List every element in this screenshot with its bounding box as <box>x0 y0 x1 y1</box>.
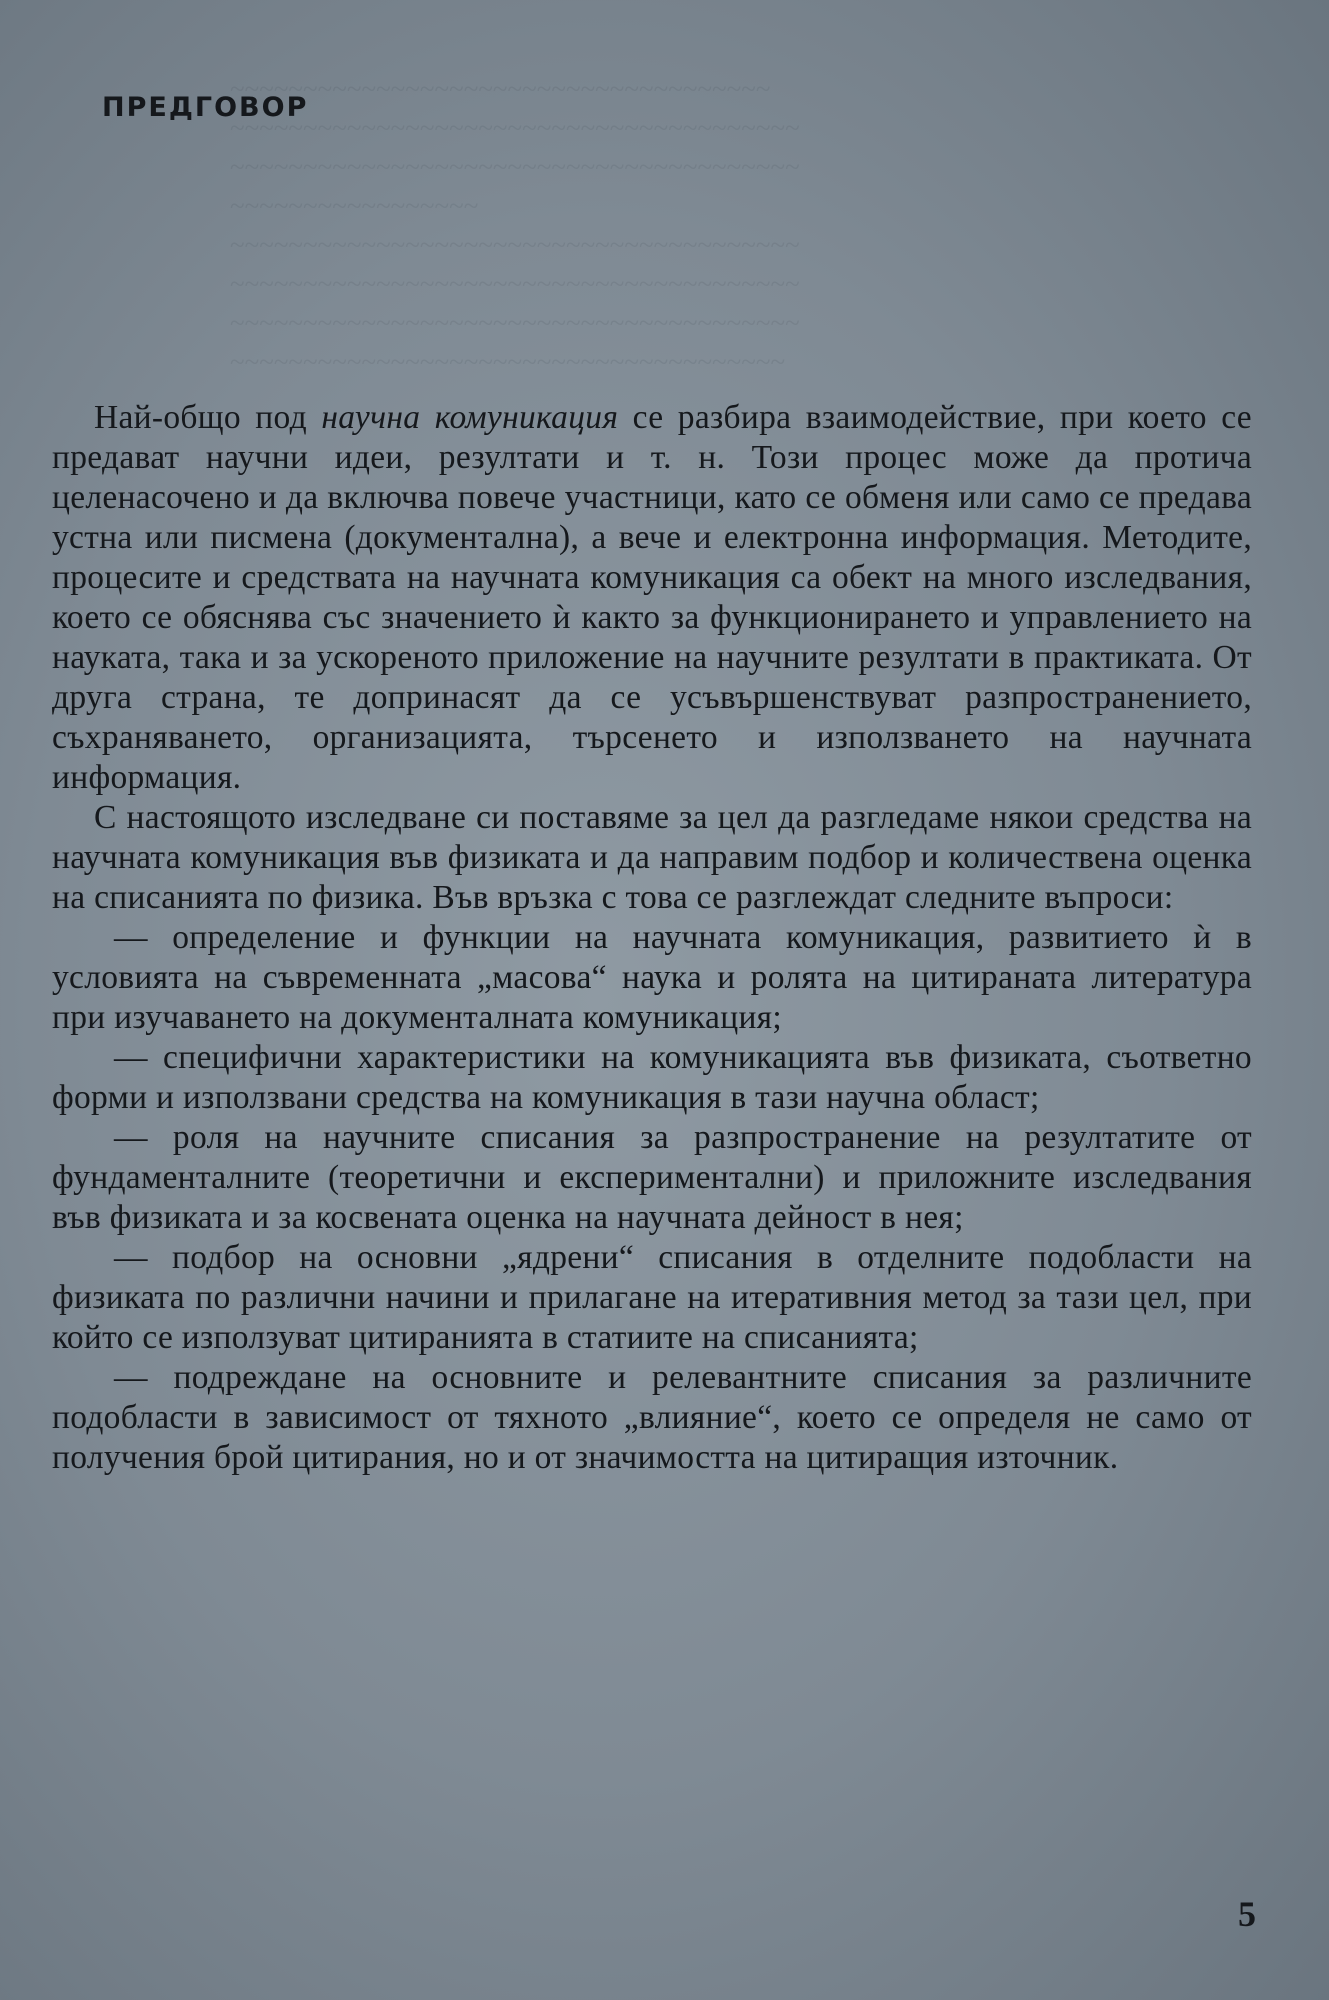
show-through-texture: ~~~~~~~~~~~~~~~~~~~~~~~~~~~~~~~~~~~~~ ~~~~~~~~~~~~~~~~~~~~~~~~~~~~~~~~~~~~~~~ ~~~~~~~~~~~~~~~~~~~~~~~~~~~~~~~~~~~~~~~ ~~~~~~~~~~~~~~~~~ ~~~~~~~~~~~~~~~~~~~~~~~~~~~~~~~~~~~~~~~ ~~~~~~~~~~~~~~~~~~~~~~~~~~~~~~~~~~~~~~~ ~~~~~~~~~~~~~~~~~~~~~~~~~~~~~~~~~~~~~~~ ~~~~~~~~~~~~~~~~~~~~~~~~~~~~~~~~~~~~~~ <box>230 74 800 377</box>
paragraph-aim: С настоящото изследване си поставяме за цел да разгледаме някои средства на научната комуникация във физиката и да направим подбор и количествена оценка на списанията по физика. Във връзка с това се разглеждат следните въпроси: <box>52 799 1252 916</box>
emphasized-term: научна комуникация <box>321 399 619 436</box>
list-item: — роля на научните списания за разпространение на резултатите от фундаменталните (теоретични и експериментални) и приложните изследвания във физиката и за косвената оценка на научната дейност в нея; <box>52 1119 1252 1236</box>
list-item: — подреждане на основните и релевантните списания за различните подобласти в зависимост от тяхното „влияние“, което се определя не само от получения брой цитирания, но и от значимостта на цитиращия източник. <box>52 1359 1252 1476</box>
intro-rest: се разбира взаимодействие, при което се предават научни идеи, резултати и т. н. Този процес може да протича целенасочено и да включва повече участници, като се обменя или само се предава устна или писмена (документална), а вече и електронна информация. Методите, процесите и средствата на научната комуникация са обект на много изследвания, което се обяснява със значението ѝ както за функционирането и управлението на науката, така и за ускореното приложение на научните резултати в практиката. От друга страна, те допринасят да се усъвършенствуват разпространението, съхраняването, организацията, търсенето и използването на научната информация. <box>52 399 1252 796</box>
page-number: 5 <box>1238 1894 1256 1934</box>
list-item: — определение и функции на научната комуникация, развитието ѝ в условията на съвременната „масова“ наука и ролята на цитираната литература при изучаването на документалната комуникация; <box>52 919 1252 1036</box>
list-item: — подбор на основни „ядрени“ списания в отделните подобласти на физиката по различни начини и прилагане на итеративния метод за тази цел, при който се използуват цитиранията в статиите на списанията; <box>52 1239 1252 1356</box>
list-item: — специфични характеристики на комуникацията във физиката, съответно форми и използвани средства на комуникация в тази научна област; <box>52 1039 1252 1116</box>
section-heading: ПРЕДГОВОР <box>102 92 309 123</box>
paragraph-intro <box>52 398 1252 798</box>
intro-lead: Най-общо под <box>94 399 322 436</box>
body-text <box>52 398 1252 1478</box>
